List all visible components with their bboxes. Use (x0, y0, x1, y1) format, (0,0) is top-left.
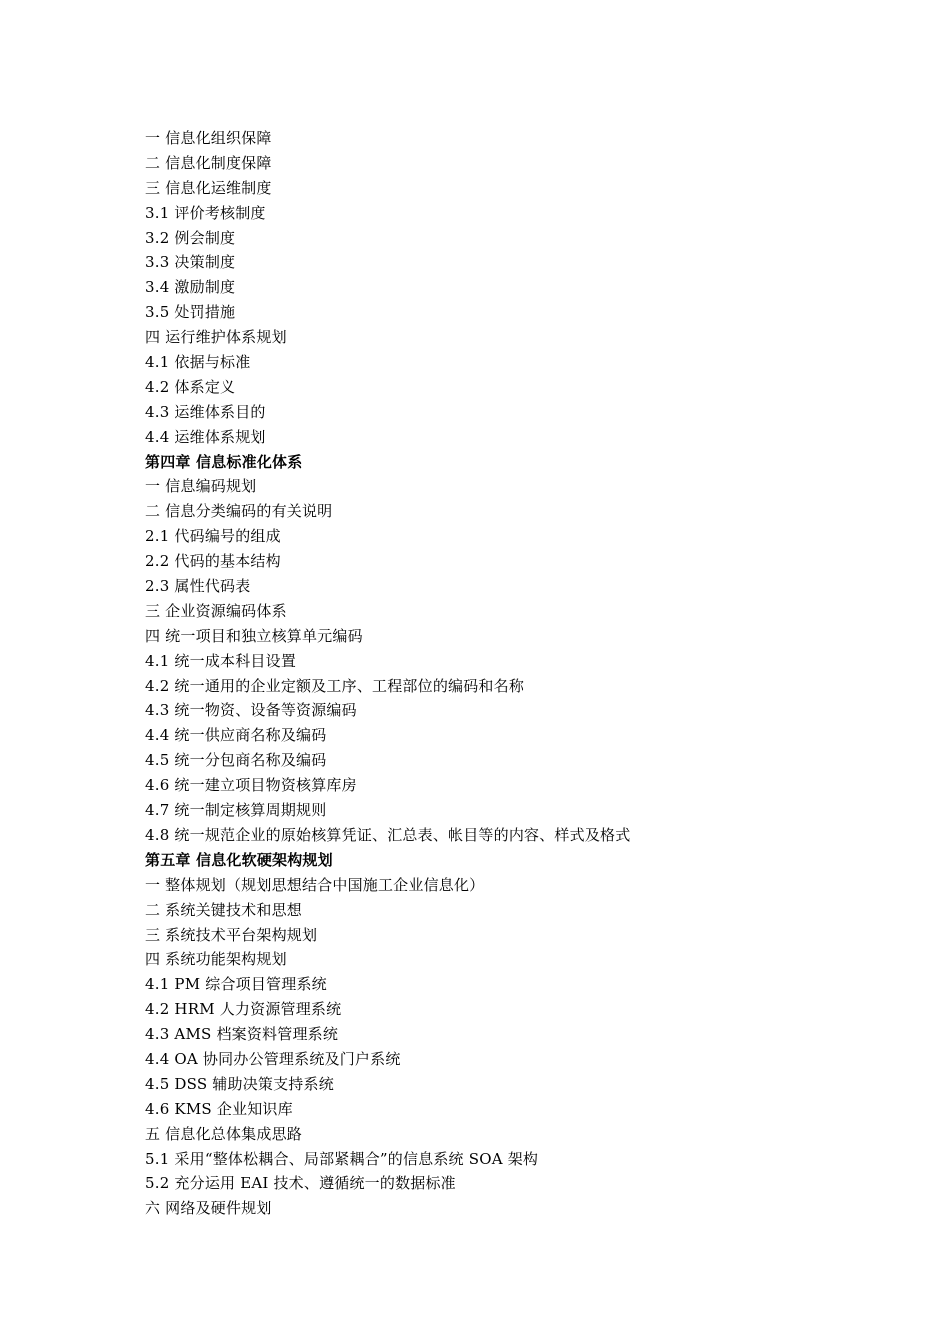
toc-entry: 4.5 DSS 辅助决策支持系统 (145, 1074, 334, 1093)
toc-entry: 一 信息化组织保障 (145, 129, 272, 147)
toc-entry: 5.2 充分运用 EAI 技术、遵循统一的数据标准 (145, 1174, 456, 1193)
toc-entry: 4.2 HRM 人力资源管理系统 (145, 1000, 342, 1019)
toc-entry: 4.6 统一建立项目物资核算库房 (145, 776, 357, 795)
toc-entry: 4.8 统一规范企业的原始核算凭证、汇总表、帐目等的内容、样式及格式 (145, 825, 631, 844)
toc-entry: 4.4 OA 协同办公管理系统及门户系统 (145, 1049, 401, 1068)
toc-entry: 四 系统功能架构规划 (145, 950, 287, 969)
toc-entry: 四 运行维护体系规划 (145, 328, 287, 347)
toc-entry: 4.5 统一分包商名称及编码 (145, 751, 327, 770)
toc-entry: 4.1 依据与标准 (145, 353, 251, 372)
table-of-contents (145, 126, 845, 1221)
toc-entry: 3.1 评价考核制度 (145, 203, 266, 222)
toc-entry: 4.4 统一供应商名称及编码 (145, 726, 327, 745)
toc-entry: 3.4 激励制度 (145, 278, 236, 297)
toc-entry: 4.6 KMS 企业知识库 (145, 1099, 293, 1118)
toc-entry: 三 企业资源编码体系 (145, 601, 287, 620)
toc-entry: 3.2 例会制度 (145, 228, 236, 247)
toc-entry: 2.3 属性代码表 (145, 577, 251, 596)
toc-entry: 4.2 体系定义 (145, 377, 236, 396)
toc-entry: 二 系统关键技术和思想 (145, 900, 302, 919)
toc-entry: 3.3 决策制度 (145, 253, 236, 272)
toc-entry: 3.5 处罚措施 (145, 303, 236, 322)
toc-entry: 一 信息编码规划 (145, 477, 257, 496)
toc-chapter-heading: 第四章 信息标准化体系 (145, 452, 303, 471)
toc-entry: 2.1 代码编号的组成 (145, 527, 281, 546)
toc-entry: 4.1 PM 综合项目管理系统 (145, 975, 327, 994)
toc-entry: 4.2 统一通用的企业定额及工序、工程部位的编码和名称 (145, 676, 525, 695)
toc-entry: 二 信息化制度保障 (145, 153, 272, 172)
toc-entry: 五 信息化总体集成思路 (145, 1124, 302, 1143)
toc-entry: 一 整体规划（规划思想结合中国施工企业信息化） (145, 875, 485, 894)
toc-entry: 三 系统技术平台架构规划 (145, 925, 318, 944)
toc-entry: 4.1 统一成本科目设置 (145, 651, 297, 670)
toc-entry: 5.1 采用“整体松耦合、局部紧耦合”的信息系统 SOA 架构 (145, 1149, 539, 1168)
toc-chapter-heading: 第五章 信息化软硬架构规划 (145, 850, 333, 869)
toc-entry: 4.3 AMS 档案资料管理系统 (145, 1025, 339, 1044)
toc-entry: 4.3 运维体系目的 (145, 402, 266, 421)
toc-entry: 4.3 统一物资、设备等资源编码 (145, 701, 357, 720)
toc-entry: 四 统一项目和独立核算单元编码 (145, 626, 363, 645)
toc-entry: 六 网络及硬件规划 (145, 1199, 272, 1218)
toc-entry: 二 信息分类编码的有关说明 (145, 502, 333, 521)
toc-entry: 4.4 运维体系规划 (145, 427, 266, 446)
toc-entry: 三 信息化运维制度 (145, 178, 272, 197)
toc-entry: 2.2 代码的基本结构 (145, 552, 281, 571)
toc-entry: 4.7 统一制定核算周期规则 (145, 801, 327, 820)
